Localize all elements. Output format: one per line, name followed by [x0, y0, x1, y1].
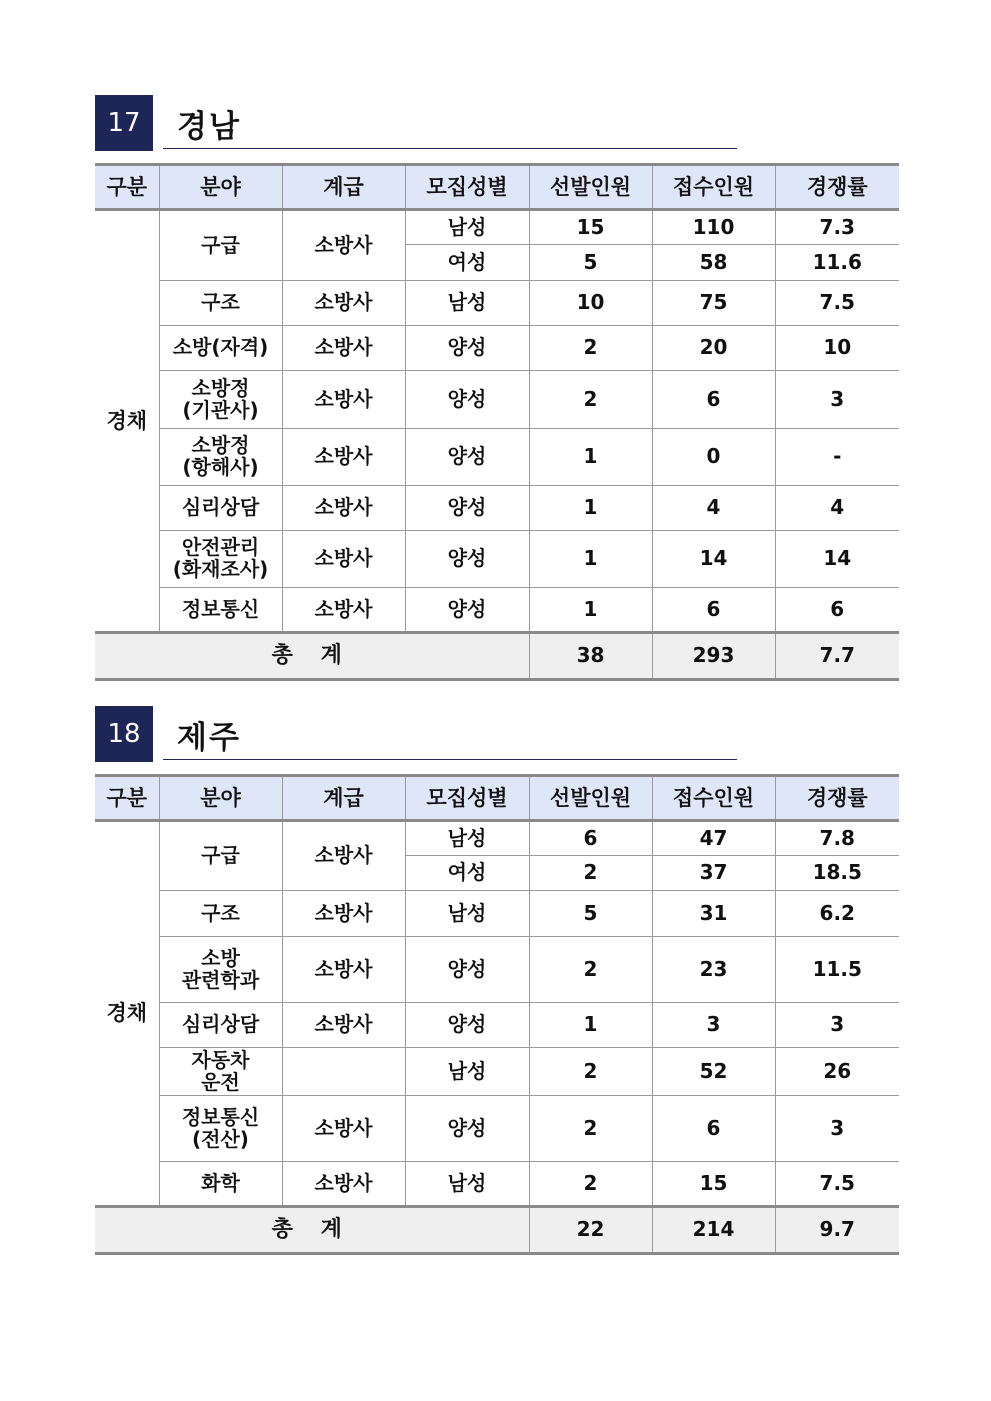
section-header — [95, 95, 899, 151]
ratio-cell: 10 — [775, 326, 899, 371]
rank-cell: 소방사 — [282, 821, 405, 891]
total-applied: 214 — [652, 1207, 775, 1254]
gender-cell: 남성 — [405, 281, 529, 326]
table-row — [95, 1003, 899, 1048]
field-cell: 정보통신 — [159, 588, 282, 633]
table-row — [95, 937, 899, 1003]
section-divider — [163, 759, 737, 760]
rank-cell: 소방사 — [282, 531, 405, 588]
applied-cell: 37 — [652, 856, 775, 891]
table-row — [95, 531, 899, 588]
table-row — [95, 821, 899, 856]
selected-cell: 1 — [529, 531, 652, 588]
rank-cell: 소방사 — [282, 1096, 405, 1162]
table-row — [95, 1048, 899, 1096]
col-header-applied: 접수인원 — [652, 165, 775, 210]
field-cell: 심리상담 — [159, 486, 282, 531]
ratio-cell: 6 — [775, 588, 899, 633]
col-header-selected: 선발인원 — [529, 776, 652, 821]
gender-cell: 남성 — [405, 891, 529, 937]
table-row — [95, 281, 899, 326]
applied-cell: 6 — [652, 588, 775, 633]
total-row — [95, 1207, 899, 1254]
total-selected: 38 — [529, 633, 652, 680]
total-selected: 22 — [529, 1207, 652, 1254]
recruitment-table — [95, 163, 899, 681]
rank-cell: 소방사 — [282, 1003, 405, 1048]
field-cell: 안전관리 (화재조사) — [159, 531, 282, 588]
gender-cell: 양성 — [405, 429, 529, 486]
recruitment-table — [95, 774, 899, 1255]
applied-cell: 14 — [652, 531, 775, 588]
applied-cell: 20 — [652, 326, 775, 371]
rank-cell: 소방사 — [282, 429, 405, 486]
rank-cell: 소방사 — [282, 891, 405, 937]
selected-cell: 2 — [529, 937, 652, 1003]
section-number-badge: 18 — [95, 706, 153, 762]
field-cell: 소방정 (기관사) — [159, 371, 282, 429]
selected-cell: 2 — [529, 1048, 652, 1096]
selected-cell: 1 — [529, 588, 652, 633]
table-header-row — [95, 165, 899, 210]
table-header-row — [95, 776, 899, 821]
col-header-category: 구분 — [95, 776, 159, 821]
selected-cell: 5 — [529, 245, 652, 281]
table-row — [95, 326, 899, 371]
table-row — [95, 486, 899, 531]
applied-cell: 110 — [652, 210, 775, 245]
gender-cell: 양성 — [405, 486, 529, 531]
gender-cell: 양성 — [405, 937, 529, 1003]
category-cell: 경채 — [95, 821, 159, 1207]
field-cell: 구급 — [159, 821, 282, 891]
ratio-cell: 11.5 — [775, 937, 899, 1003]
field-cell: 구조 — [159, 281, 282, 326]
applied-cell: 0 — [652, 429, 775, 486]
applied-cell: 58 — [652, 245, 775, 281]
selected-cell: 1 — [529, 1003, 652, 1048]
table-row — [95, 1162, 899, 1207]
total-applied: 293 — [652, 633, 775, 680]
selected-cell: 2 — [529, 856, 652, 891]
ratio-cell: 14 — [775, 531, 899, 588]
selected-cell: 6 — [529, 821, 652, 856]
gender-cell: 양성 — [405, 1003, 529, 1048]
applied-cell: 4 — [652, 486, 775, 531]
rank-cell: 소방사 — [282, 486, 405, 531]
category-cell: 경채 — [95, 210, 159, 633]
table-row — [95, 891, 899, 937]
ratio-cell: 7.8 — [775, 821, 899, 856]
gender-cell: 남성 — [405, 210, 529, 245]
rank-cell — [282, 1048, 405, 1096]
ratio-cell: 7.3 — [775, 210, 899, 245]
field-cell: 정보통신 (전산) — [159, 1096, 282, 1162]
table-row — [95, 588, 899, 633]
gender-cell: 양성 — [405, 531, 529, 588]
field-cell: 화학 — [159, 1162, 282, 1207]
ratio-cell: 3 — [775, 1096, 899, 1162]
field-cell: 자동차 운전 — [159, 1048, 282, 1096]
gender-cell: 양성 — [405, 588, 529, 633]
table-row — [95, 371, 899, 429]
ratio-cell: 18.5 — [775, 856, 899, 891]
selected-cell: 5 — [529, 891, 652, 937]
ratio-cell: 3 — [775, 371, 899, 429]
section-header — [95, 706, 899, 762]
gender-cell: 여성 — [405, 245, 529, 281]
ratio-cell: 6.2 — [775, 891, 899, 937]
ratio-cell: 7.5 — [775, 1162, 899, 1207]
rank-cell: 소방사 — [282, 937, 405, 1003]
gender-cell: 여성 — [405, 856, 529, 891]
field-cell: 심리상담 — [159, 1003, 282, 1048]
total-ratio: 7.7 — [775, 633, 899, 680]
gender-cell: 양성 — [405, 1096, 529, 1162]
ratio-cell: 26 — [775, 1048, 899, 1096]
selected-cell: 1 — [529, 486, 652, 531]
applied-cell: 3 — [652, 1003, 775, 1048]
ratio-cell: 3 — [775, 1003, 899, 1048]
selected-cell: 2 — [529, 371, 652, 429]
selected-cell: 2 — [529, 1162, 652, 1207]
col-header-selected: 선발인원 — [529, 165, 652, 210]
selected-cell: 1 — [529, 429, 652, 486]
gender-cell: 양성 — [405, 371, 529, 429]
selected-cell: 2 — [529, 1096, 652, 1162]
col-header-gender: 모집성별 — [405, 165, 529, 210]
applied-cell: 52 — [652, 1048, 775, 1096]
table-row — [95, 1096, 899, 1162]
field-cell: 소방 관련학과 — [159, 937, 282, 1003]
field-cell: 구조 — [159, 891, 282, 937]
col-header-applied: 접수인원 — [652, 776, 775, 821]
col-header-gender: 모집성별 — [405, 776, 529, 821]
rank-cell: 소방사 — [282, 281, 405, 326]
applied-cell: 23 — [652, 937, 775, 1003]
gender-cell: 양성 — [405, 326, 529, 371]
col-header-ratio: 경쟁률 — [775, 776, 899, 821]
section-number-badge: 17 — [95, 95, 153, 151]
selected-cell: 15 — [529, 210, 652, 245]
table-row — [95, 210, 899, 245]
rank-cell: 소방사 — [282, 210, 405, 281]
section-jeju — [95, 706, 899, 1255]
col-header-ratio: 경쟁률 — [775, 165, 899, 210]
rank-cell: 소방사 — [282, 326, 405, 371]
rank-cell: 소방사 — [282, 588, 405, 633]
applied-cell: 47 — [652, 821, 775, 856]
applied-cell: 75 — [652, 281, 775, 326]
ratio-cell: 4 — [775, 486, 899, 531]
section-gyeongnam — [95, 95, 899, 681]
total-label: 총 계 — [95, 633, 529, 680]
applied-cell: 31 — [652, 891, 775, 937]
col-header-field: 분야 — [159, 776, 282, 821]
total-ratio: 9.7 — [775, 1207, 899, 1254]
applied-cell: 15 — [652, 1162, 775, 1207]
table-row — [95, 429, 899, 486]
selected-cell: 10 — [529, 281, 652, 326]
section-divider — [163, 148, 737, 149]
ratio-cell: - — [775, 429, 899, 486]
total-row — [95, 633, 899, 680]
col-header-category: 구분 — [95, 165, 159, 210]
col-header-field: 분야 — [159, 165, 282, 210]
section-title: 제주 — [177, 720, 241, 756]
total-label: 총 계 — [95, 1207, 529, 1254]
ratio-cell: 7.5 — [775, 281, 899, 326]
field-cell: 소방정 (항해사) — [159, 429, 282, 486]
applied-cell: 6 — [652, 1096, 775, 1162]
field-cell: 소방(자격) — [159, 326, 282, 371]
col-header-rank: 계급 — [282, 776, 405, 821]
col-header-rank: 계급 — [282, 165, 405, 210]
ratio-cell: 11.6 — [775, 245, 899, 281]
selected-cell: 2 — [529, 326, 652, 371]
applied-cell: 6 — [652, 371, 775, 429]
gender-cell: 남성 — [405, 1162, 529, 1207]
section-title: 경남 — [177, 109, 241, 145]
rank-cell: 소방사 — [282, 1162, 405, 1207]
gender-cell: 남성 — [405, 1048, 529, 1096]
rank-cell: 소방사 — [282, 371, 405, 429]
field-cell: 구급 — [159, 210, 282, 281]
gender-cell: 남성 — [405, 821, 529, 856]
